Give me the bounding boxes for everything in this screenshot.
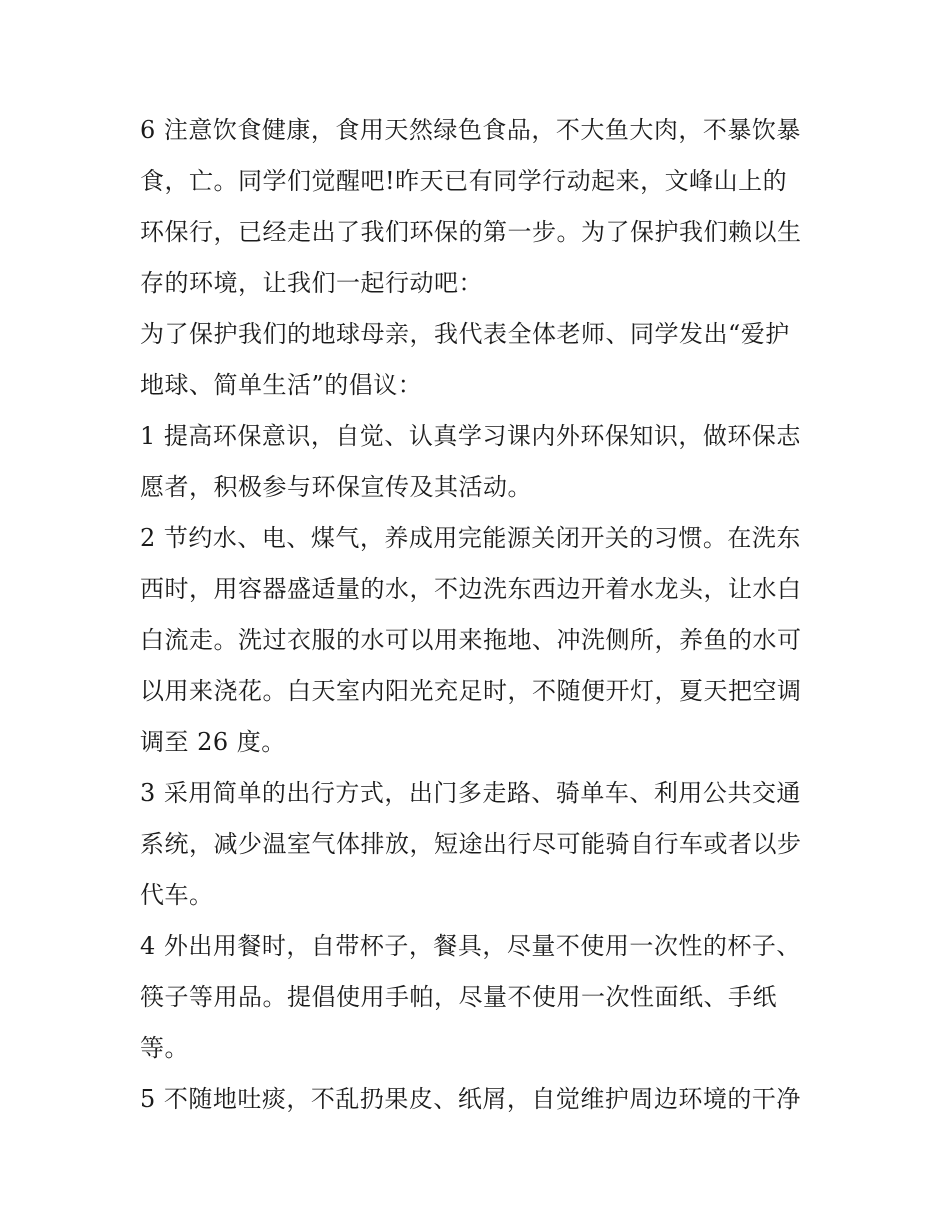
text-line: 筷子等用品。提倡使用手帕，尽量不使用一次性面纸、手纸 — [140, 983, 777, 1011]
text-line: 2 节约水、电、煤气，养成用完能源关闭开关的习惯。在洗东 — [140, 524, 801, 552]
text-line: 4 外出用餐时，自带杯子，餐具，尽量不使用一次性的杯子、 — [140, 932, 801, 960]
text-line: 调至 26 度。 — [140, 728, 286, 756]
text-line: 西时，用容器盛适量的水，不边洗东西边开着水龙头，让水白 — [140, 575, 802, 603]
text-line: 为了保护我们的地球母亲，我代表全体老师、同学发出“爱护 — [140, 320, 790, 348]
text-line: 存的环境，让我们一起行动吧： — [140, 269, 483, 297]
text-line: 系统，减少温室气体排放，短途出行尽可能骑自行车或者以步 — [140, 830, 802, 858]
text-line: 6 注意饮食健康，食用天然绿色食品，不大鱼大肉，不暴饮暴 — [140, 116, 801, 144]
text-line: 地球、简单生活”的倡议： — [140, 371, 423, 399]
text-line: 白流走。洗过衣服的水可以用来拖地、冲洗侧所，养鱼的水可 — [140, 626, 802, 654]
text-line: 以用来浇花。白天室内阳光充足时，不随便开灯，夏天把空调 — [140, 677, 802, 705]
text-line: 等。 — [140, 1034, 189, 1062]
text-line: 愿者，积极参与环保宣传及其活动。 — [140, 473, 532, 501]
document-body — [140, 105, 815, 1125]
text-line: 食，亡。同学们觉醒吧!昨天已有同学行动起来，文峰山上的 — [140, 167, 788, 195]
text-line: 1 提高环保意识，自觉、认真学习课内外环保知识，做环保志 — [140, 422, 801, 450]
text-line: 5 不随地吐痰，不乱扔果皮、纸屑，自觉维护周边环境的干净 — [140, 1085, 801, 1113]
text-line: 代车。 — [140, 881, 214, 909]
text-line: 环保行，已经走出了我们环保的第一步。为了保护我们赖以生 — [140, 218, 802, 246]
text-line: 3 采用简单的出行方式，出门多走路、骑单车、利用公共交通 — [140, 779, 801, 807]
